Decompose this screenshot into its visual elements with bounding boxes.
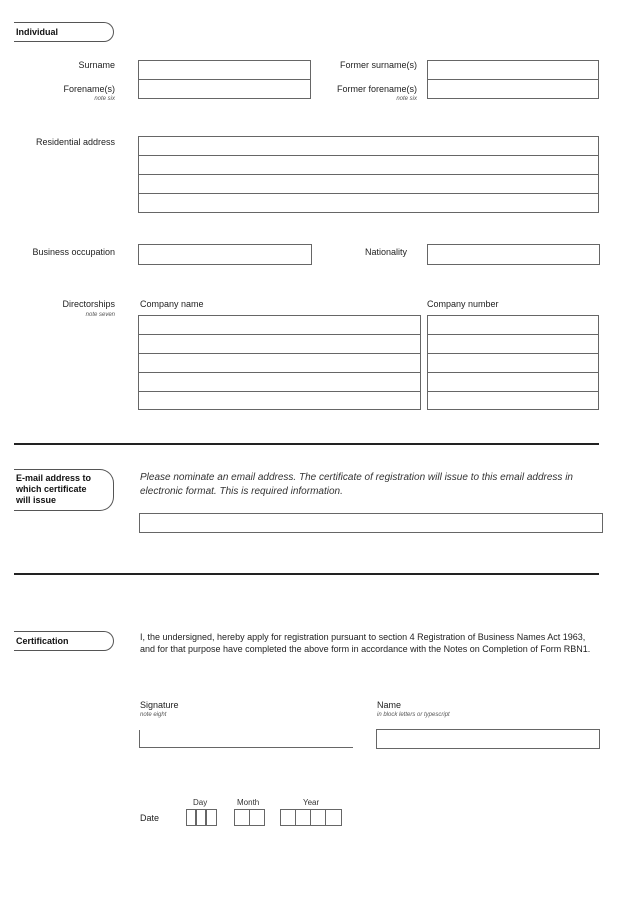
forenames-note: note six: [94, 96, 115, 102]
signature-field[interactable]: [139, 730, 353, 748]
section-divider-1: [14, 443, 599, 445]
company-name-row-4[interactable]: [138, 372, 421, 392]
date-day-digit-2[interactable]: [196, 809, 206, 826]
residential-address-line-4[interactable]: [138, 193, 599, 213]
company-number-row-3[interactable]: [427, 353, 599, 373]
section-divider-2: [14, 573, 599, 575]
date-label: Date: [140, 813, 160, 823]
company-name-header: Company name: [140, 299, 204, 309]
email-tab-line-2: which certificate: [16, 484, 87, 494]
company-number-row-2[interactable]: [427, 334, 599, 354]
residential-address-line-2[interactable]: [138, 155, 599, 175]
email-tab-line-1: E-mail address to: [16, 473, 92, 483]
date-year-digit-4[interactable]: [325, 809, 342, 826]
company-name-row-5[interactable]: [138, 391, 421, 410]
residential-address-line-3[interactable]: [138, 174, 599, 194]
day-label: Day: [193, 798, 208, 807]
company-number-row-5[interactable]: [427, 391, 599, 410]
certification-statement: I, the undersigned, hereby apply for registration pursuant to section 4 Registration of Business Names Act 1963, and for that purpose have completed the above form in accordance with the Notes on Completion of Form RBN1.: [140, 632, 591, 654]
date-day-digit-3[interactable]: [206, 809, 217, 826]
directorships-label: Directorships: [62, 299, 115, 309]
nationality-label: Nationality: [364, 247, 407, 257]
certification-section-tab: Certification: [14, 631, 114, 651]
date-month-digit-2[interactable]: [249, 809, 265, 826]
date-year-digit-3[interactable]: [310, 809, 326, 826]
former-surnames-field[interactable]: [427, 60, 599, 80]
forenames-label: Forename(s): [63, 84, 115, 94]
company-number-header: Company number: [427, 299, 499, 309]
name-field[interactable]: [376, 729, 600, 749]
email-tab-line-3: will issue: [16, 495, 57, 505]
date-year-digit-2[interactable]: [295, 809, 311, 826]
date-month-digit-1[interactable]: [234, 809, 250, 826]
business-occupation-field[interactable]: [138, 244, 312, 265]
former-surnames-label: Former surname(s): [339, 60, 417, 70]
business-occupation-label: Business occupation: [32, 247, 115, 257]
company-name-row-1[interactable]: [138, 315, 421, 335]
email-instruction: Please nominate an email address. The certificate of registration will issue to this email address in electronic format. This is required information.: [140, 472, 573, 497]
company-name-row-2[interactable]: [138, 334, 421, 354]
residential-address-label: Residential address: [35, 137, 115, 147]
date-day-digit-1[interactable]: [186, 809, 196, 826]
company-number-row-4[interactable]: [427, 372, 599, 392]
email-section-tab: [14, 469, 114, 511]
name-note: in block letters or typescript: [377, 712, 450, 718]
signature-label: Signature: [140, 700, 179, 710]
surname-field[interactable]: [138, 60, 311, 80]
email-address-field[interactable]: [139, 513, 603, 533]
signature-note: note eight: [140, 712, 167, 718]
company-number-row-1[interactable]: [427, 315, 599, 335]
month-label: Month: [237, 798, 260, 807]
individual-section-tab: Individual: [14, 22, 114, 42]
forenames-field[interactable]: [138, 79, 311, 99]
surname-label: Surname: [78, 60, 115, 70]
former-forenames-label: Former forename(s): [336, 84, 417, 94]
directorships-note: note seven: [85, 312, 115, 318]
year-label: Year: [303, 798, 320, 807]
date-year-digit-1[interactable]: [280, 809, 296, 826]
former-forenames-note: note six: [396, 96, 417, 102]
company-name-row-3[interactable]: [138, 353, 421, 373]
residential-address-line-1[interactable]: [138, 136, 599, 156]
name-label: Name: [377, 700, 402, 710]
former-forenames-field[interactable]: [427, 79, 599, 99]
nationality-field[interactable]: [427, 244, 600, 265]
